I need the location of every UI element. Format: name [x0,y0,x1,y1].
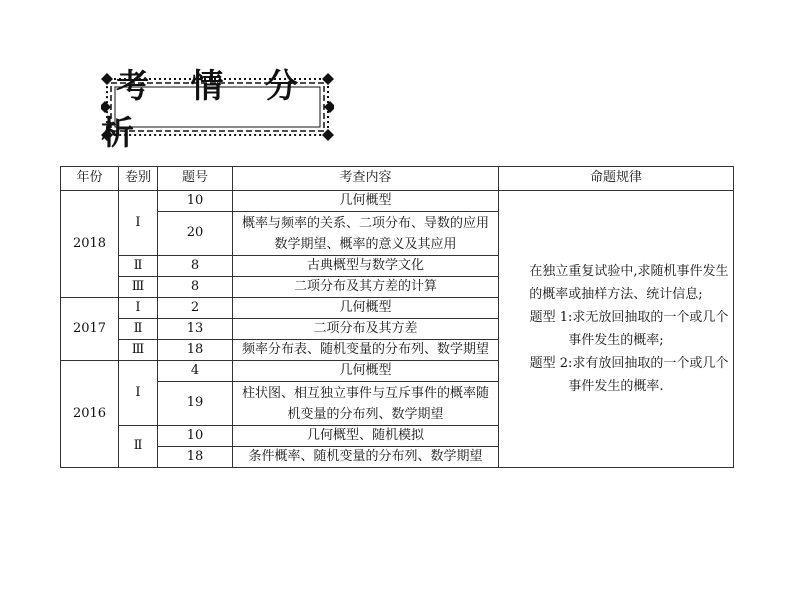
paper-cell: Ⅲ [119,340,158,361]
content-cell: 几何概型 [233,361,499,382]
year-cell: 2018 [61,191,119,298]
content-cell: 频率分布表、随机变量的分布列、数学期望 [233,340,499,361]
question-number-cell: 8 [158,256,233,277]
paper-cell: Ⅲ [119,277,158,298]
question-number-cell: 18 [158,447,233,468]
question-number-cell: 10 [158,426,233,447]
header-paper: 卷别 [119,167,158,191]
page-title: 考 情 分 析 [101,66,313,152]
year-cell: 2016 [61,361,119,468]
header-question-number: 题号 [158,167,233,191]
content-cell: 二项分布及其方差 [233,319,499,340]
header-rule: 命题规律 [499,167,734,191]
content-cell: 古典概型与数学文化 [233,256,499,277]
content-cell: 几何概型 [233,298,499,319]
paper-cell: Ⅱ [119,426,158,468]
question-number-cell: 4 [158,361,233,382]
question-number-cell: 10 [158,191,233,212]
title-badge [101,66,334,152]
header-row [61,167,734,191]
content-cell: 条件概率、随机变量的分布列、数学期望 [233,447,499,468]
question-number-cell: 2 [158,298,233,319]
year-cell: 2017 [61,298,119,361]
paper-cell: Ⅰ [119,361,158,426]
rule-text: 题型 2:求有放回抽取的一个或几个事件发生的概率. [529,356,729,394]
paper-cell: Ⅰ [119,191,158,256]
content-cell: 几何概型 [233,191,499,212]
question-number-cell: 19 [158,382,233,426]
paper-cell: Ⅰ [119,298,158,319]
content-cell: 概率与频率的关系、二项分布、导数的应用数学期望、概率的意义及其应用 [233,212,499,256]
exam-analysis-table [60,166,734,468]
question-number-cell: 18 [158,340,233,361]
question-number-cell: 8 [158,277,233,298]
question-number-cell: 20 [158,212,233,256]
paper-cell: Ⅱ [119,319,158,340]
question-number-cell: 13 [158,319,233,340]
content-cell: 几何概型、随机模拟 [233,426,499,447]
header-year: 年份 [61,167,119,191]
header-content: 考查内容 [233,167,499,191]
rule-text: 在独立重复试验中,求随机事件发生的概率或抽样方法、统计信息; [529,264,729,302]
rule-text: 题型 1:求无放回抽取的一个或几个事件发生的概率; [529,310,729,348]
rule-cell [499,191,734,468]
paper-cell: Ⅱ [119,256,158,277]
content-cell: 柱状图、相互独立事件与互斥事件的概率随机变量的分布列、数学期望 [233,382,499,426]
content-cell: 二项分布及其方差的计算 [233,277,499,298]
table-row [61,191,734,212]
